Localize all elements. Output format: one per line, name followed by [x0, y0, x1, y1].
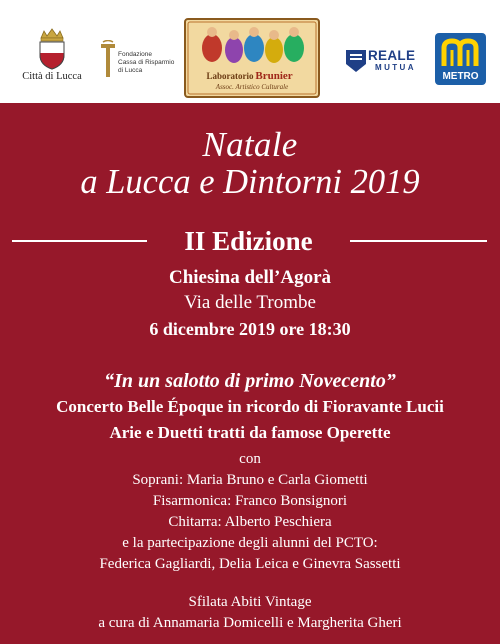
- citta-di-lucca-caption: Città di Lucca: [22, 71, 82, 82]
- reale-mutua-icon: [346, 50, 366, 72]
- fondazione-caption: Fondazione Cassa di Risparmio di Lucca: [118, 51, 175, 74]
- guitar-line: Chitarra: Alberto Peschiera: [168, 514, 332, 530]
- mutua-label: MUTUA: [375, 63, 416, 72]
- accordion-line: Fisarmonica: Franco Bonsignori: [152, 493, 348, 509]
- metro-logo: [435, 33, 486, 85]
- sponsor-logo-bar: [0, 0, 500, 103]
- with-line: con: [239, 451, 261, 467]
- poster-panel: [0, 103, 500, 644]
- laboratorio-label: Laboratorio: [206, 71, 254, 81]
- laboratorio-association-label: Assoc. Artistico Culturale: [215, 83, 289, 91]
- citta-di-lucca-logo: [18, 28, 86, 82]
- sopranos-line: Soprani: Maria Bruno e Carla Giometti: [132, 472, 368, 488]
- edition-divider-left: [12, 240, 147, 242]
- title-line-2: a Lucca e Dintorni 2019: [80, 163, 420, 201]
- brunier-label: Brunier: [255, 70, 293, 82]
- students-line: Federica Gagliardi, Delia Leica e Ginevra Sassetti: [99, 556, 401, 572]
- fondazione-logo: [99, 40, 181, 80]
- edition-row: [0, 223, 500, 259]
- event-subtitle: “In un salotto di primo Novecento”: [104, 370, 396, 392]
- fondazione-mark-icon: [99, 40, 117, 80]
- title-line-1: Natale: [202, 125, 298, 164]
- arias-line: Arie e Duetti tratti da famose Operette: [109, 423, 391, 442]
- lucca-crest-icon: [35, 28, 69, 70]
- concert-title: Concerto Belle Époque in ricordo di Fioravante Lucii: [56, 397, 444, 416]
- reale-label: REALE: [368, 48, 416, 63]
- participation-line: e la partecipazione degli alunni del PCTO:: [122, 535, 378, 551]
- laboratorio-brunier-logo: [184, 18, 320, 98]
- reale-mutua-logo: [346, 48, 426, 74]
- metro-m-icon: [435, 36, 486, 70]
- venue: Chiesina dell’Agorà: [168, 267, 332, 288]
- edition-divider-right: [350, 240, 487, 242]
- event-datetime: 6 dicembre 2019 ore 18:30: [149, 319, 351, 339]
- metro-caption: METRO: [442, 71, 479, 82]
- fashion-show-line: Sfilata Abiti Vintage: [188, 594, 312, 610]
- street: Via delle Trombe: [184, 292, 316, 313]
- curated-by-line: a cura di Annamaria Domicelli e Margherita Gheri: [98, 615, 402, 631]
- edition-label: II Edizione: [184, 226, 313, 256]
